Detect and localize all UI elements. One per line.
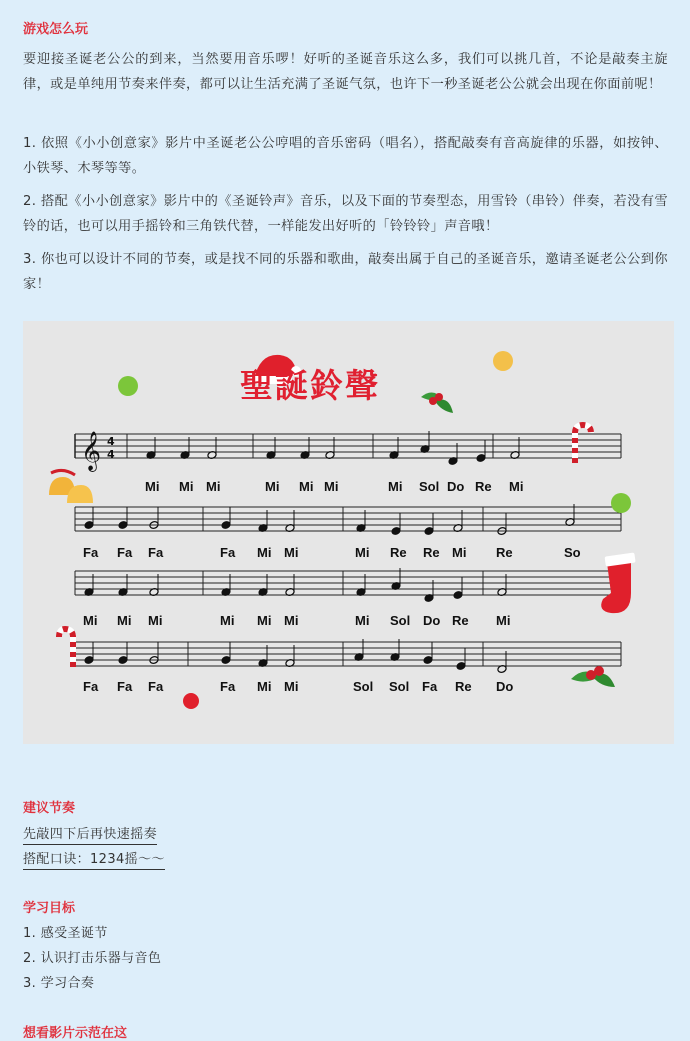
solfege-label: Mi (355, 545, 370, 560)
step-2-paragraph: 2. 搭配《小小创意家》影片中的《圣诞铃声》音乐，以及下面的节奏型态，用雪铃（串铃）伴奏，若没有雪铃的话，也可以用手摇铃和三角铁代替，一样能发出好听的「铃铃铃」声音哦！ (23, 194, 668, 234)
solfege-label: Mi (220, 613, 235, 628)
goals-heading: 学习目标 (23, 901, 76, 916)
solfege-label: Mi (509, 479, 524, 494)
solfege-label: Re (452, 613, 469, 628)
solfege-label: Sol (390, 613, 411, 628)
solfege-label: Mi (117, 613, 132, 628)
solfege-label: Re (496, 545, 513, 560)
solfege-label: Mi (284, 679, 299, 694)
solfege-label: Sol (389, 679, 410, 694)
how-to-play-heading: 游戏怎么玩 (23, 22, 89, 37)
solfege-label: Mi (83, 613, 98, 628)
holly-bottom-icon (571, 666, 615, 687)
goal-item: 1. 感受圣诞节 (23, 926, 108, 941)
solfege-label: Re (455, 679, 472, 694)
rhythm-line-1: 先敲四下后再快速摇奏 (23, 827, 157, 845)
green-ornament-icon (118, 376, 138, 396)
solfege-label: Sol (353, 679, 374, 694)
time-signature-top: 4 (107, 435, 115, 448)
step-3-paragraph: 3. 你也可以设计不同的节奏，或是找不同的乐器和歌曲，敲奏出属于自己的圣诞音乐，邀请圣诞老公公到你家！ (23, 252, 668, 292)
solfege-label: Do (496, 679, 514, 694)
solfege-label: Mi (496, 613, 511, 628)
solfege-label: Mi (148, 613, 163, 628)
solfege-label: Fa (117, 679, 133, 694)
gold-ornament-icon (493, 351, 513, 371)
solfege-label: Mi (284, 545, 299, 560)
solfege-label: Do (447, 479, 465, 494)
green-ornament-right-icon (611, 493, 631, 513)
solfege-label: Fa (220, 679, 236, 694)
solfege-label: Re (475, 479, 492, 494)
goal-item: 3. 学习合奏 (23, 976, 95, 991)
bells-icon (49, 470, 93, 503)
time-signature-bottom: 4 (107, 448, 115, 461)
solfege-label: Fa (83, 545, 99, 560)
solfege-label: Fa (220, 545, 236, 560)
red-ornament-icon (183, 693, 199, 709)
intro-paragraph: 要迎接圣诞老公公的到来，当然要用音乐啰！好听的圣诞音乐这么多，我们可以挑几首，不论是敲奏主旋律，或是单纯用节奏来伴奏，都可以让生活充满了圣诞气氛，也许下一秒圣诞老公公就会出现在你面前呢！ (23, 52, 668, 92)
solfege-label: Mi (355, 613, 370, 628)
holly-icon (421, 392, 453, 413)
solfege-label: Mi (452, 545, 467, 560)
solfege-label: Fa (148, 679, 164, 694)
solfege-label: Mi (257, 679, 272, 694)
solfege-label: Mi (145, 479, 160, 494)
solfege-label: Fa (117, 545, 133, 560)
solfege-label: Fa (83, 679, 99, 694)
solfege-label: Mi (299, 479, 314, 494)
candy-cane-icon (575, 425, 591, 463)
solfege-label: Mi (179, 479, 194, 494)
step-1-paragraph: 1. 依照《小小创意家》影片中圣诞老公公哼唱的音乐密码（唱名），搭配敲奏有音高旋律的乐器，如按钟、小铁琴、木琴等等。 (23, 136, 668, 176)
treble-clef-icon: 𝄞 (81, 431, 102, 471)
solfege-label: Sol (419, 479, 440, 494)
solfege-label: Mi (265, 479, 280, 494)
rhythm-line-2: 搭配口诀：1234摇～～ (23, 852, 165, 870)
rhythm-heading: 建议节奏 (23, 801, 76, 816)
solfege-label: Mi (257, 613, 272, 628)
solfege-label: Do (423, 613, 441, 628)
solfege-label: Mi (324, 479, 339, 494)
solfege-label: Mi (388, 479, 403, 494)
solfege-label: Re (390, 545, 407, 560)
solfege-label: So (564, 545, 581, 560)
solfege-label: Mi (206, 479, 221, 494)
goal-item: 2. 认识打击乐器与音色 (23, 951, 162, 966)
solfege-label: Mi (284, 613, 299, 628)
candy-cane-left-icon (59, 629, 73, 667)
solfege-label: Fa (422, 679, 438, 694)
solfege-label: Mi (257, 545, 272, 560)
solfege-label: Fa (148, 545, 164, 560)
video-heading: 想看影片示范在这 (23, 1026, 128, 1041)
solfege-label: Re (423, 545, 440, 560)
sheet-title: 聖誕鈴聲 (240, 366, 380, 405)
